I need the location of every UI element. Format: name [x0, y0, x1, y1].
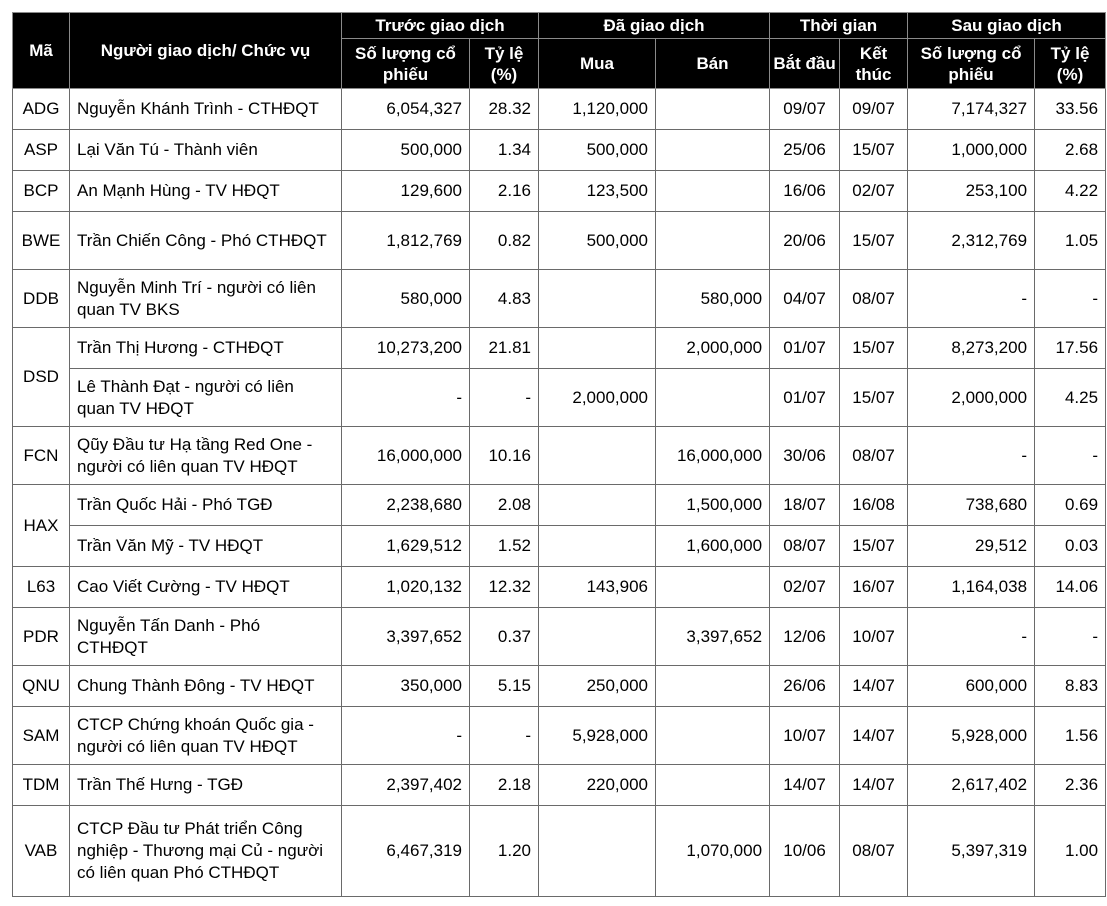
sell-cell — [656, 707, 770, 765]
person-cell: Qũy Đầu tư Hạ tầng Red One - người có liên quan TV HĐQT — [70, 427, 342, 485]
end-date-cell: 09/07 — [840, 89, 908, 130]
before-ratio-cell: 12.32 — [470, 567, 539, 608]
table-row — [13, 707, 1106, 765]
before-ratio-cell: 1.20 — [470, 806, 539, 897]
after-ratio-cell: 4.25 — [1035, 369, 1106, 427]
sell-cell — [656, 89, 770, 130]
table-row — [13, 212, 1106, 270]
ticker-cell: BWE — [13, 212, 70, 270]
end-date-cell: 16/07 — [840, 567, 908, 608]
start-date-cell: 01/07 — [770, 369, 840, 427]
sell-cell: 16,000,000 — [656, 427, 770, 485]
after-ratio-cell: 4.22 — [1035, 171, 1106, 212]
ticker-cell: FCN — [13, 427, 70, 485]
before-ratio-cell: 0.82 — [470, 212, 539, 270]
before-shares-cell: 129,600 — [342, 171, 470, 212]
buy-cell: 1,120,000 — [539, 89, 656, 130]
end-date-cell: 15/07 — [840, 130, 908, 171]
table-row — [13, 130, 1106, 171]
buy-cell — [539, 806, 656, 897]
before-shares-cell: - — [342, 369, 470, 427]
before-ratio-cell: 0.37 — [470, 608, 539, 666]
before-shares-cell: 3,397,652 — [342, 608, 470, 666]
before-shares-cell: 500,000 — [342, 130, 470, 171]
ticker-cell: L63 — [13, 567, 70, 608]
person-cell: An Mạnh Hùng - TV HĐQT — [70, 171, 342, 212]
table-row — [13, 806, 1106, 897]
header-before-shares: Số lượng cổ phiếu — [342, 39, 470, 89]
after-ratio-cell: 1.05 — [1035, 212, 1106, 270]
ticker-cell: ADG — [13, 89, 70, 130]
buy-cell — [539, 608, 656, 666]
end-date-cell: 14/07 — [840, 765, 908, 806]
before-shares-cell: 16,000,000 — [342, 427, 470, 485]
buy-cell: 123,500 — [539, 171, 656, 212]
before-shares-cell: 6,467,319 — [342, 806, 470, 897]
person-cell: Lê Thành Đạt - người có liên quan TV HĐQT — [70, 369, 342, 427]
person-cell: CTCP Chứng khoán Quốc gia - người có liên quan TV HĐQT — [70, 707, 342, 765]
table-row — [13, 608, 1106, 666]
start-date-cell: 18/07 — [770, 485, 840, 526]
buy-cell — [539, 270, 656, 328]
before-ratio-cell: - — [470, 369, 539, 427]
after-shares-cell: 2,312,769 — [908, 212, 1035, 270]
person-cell: Trần Chiến Công - Phó CTHĐQT — [70, 212, 342, 270]
header-traded: Đã giao dịch — [539, 13, 770, 39]
after-shares-cell: 1,164,038 — [908, 567, 1035, 608]
ticker-cell: HAX — [13, 485, 70, 567]
ticker-cell: TDM — [13, 765, 70, 806]
after-ratio-cell: 2.68 — [1035, 130, 1106, 171]
before-ratio-cell: 1.34 — [470, 130, 539, 171]
ticker-cell: BCP — [13, 171, 70, 212]
table-body — [13, 89, 1106, 897]
ticker-cell: DDB — [13, 270, 70, 328]
start-date-cell: 16/06 — [770, 171, 840, 212]
buy-cell: 143,906 — [539, 567, 656, 608]
buy-cell — [539, 427, 656, 485]
person-cell: Trần Thị Hương - CTHĐQT — [70, 328, 342, 369]
after-shares-cell: - — [908, 427, 1035, 485]
table-row — [13, 526, 1106, 567]
sell-cell: 1,070,000 — [656, 806, 770, 897]
after-shares-cell: 5,928,000 — [908, 707, 1035, 765]
ticker-cell: DSD — [13, 328, 70, 427]
after-shares-cell: 8,273,200 — [908, 328, 1035, 369]
start-date-cell: 08/07 — [770, 526, 840, 567]
after-shares-cell: 253,100 — [908, 171, 1035, 212]
before-ratio-cell: 21.81 — [470, 328, 539, 369]
header-buy: Mua — [539, 39, 656, 89]
end-date-cell: 08/07 — [840, 806, 908, 897]
after-shares-cell: 738,680 — [908, 485, 1035, 526]
buy-cell: 500,000 — [539, 130, 656, 171]
before-shares-cell: - — [342, 707, 470, 765]
before-shares-cell: 580,000 — [342, 270, 470, 328]
buy-cell: 250,000 — [539, 666, 656, 707]
person-cell: Lại Văn Tú - Thành viên — [70, 130, 342, 171]
header-end: Kết thúc — [840, 39, 908, 89]
start-date-cell: 10/07 — [770, 707, 840, 765]
before-ratio-cell: 2.16 — [470, 171, 539, 212]
table-row — [13, 328, 1106, 369]
header-person: Người giao dịch/ Chức vụ — [70, 13, 342, 89]
sell-cell — [656, 666, 770, 707]
before-shares-cell: 10,273,200 — [342, 328, 470, 369]
before-shares-cell: 2,397,402 — [342, 765, 470, 806]
before-ratio-cell: 10.16 — [470, 427, 539, 485]
table-row — [13, 369, 1106, 427]
ticker-cell: SAM — [13, 707, 70, 765]
before-shares-cell: 1,812,769 — [342, 212, 470, 270]
start-date-cell: 09/07 — [770, 89, 840, 130]
header-sell: Bán — [656, 39, 770, 89]
buy-cell — [539, 526, 656, 567]
after-shares-cell: 29,512 — [908, 526, 1035, 567]
after-shares-cell: - — [908, 608, 1035, 666]
table-row — [13, 765, 1106, 806]
start-date-cell: 04/07 — [770, 270, 840, 328]
table-row — [13, 89, 1106, 130]
after-shares-cell: 2,000,000 — [908, 369, 1035, 427]
buy-cell: 2,000,000 — [539, 369, 656, 427]
sell-cell: 1,600,000 — [656, 526, 770, 567]
after-ratio-cell: 8.83 — [1035, 666, 1106, 707]
header-after-shares: Số lượng cổ phiếu — [908, 39, 1035, 89]
end-date-cell: 15/07 — [840, 369, 908, 427]
end-date-cell: 02/07 — [840, 171, 908, 212]
start-date-cell: 30/06 — [770, 427, 840, 485]
ticker-cell: PDR — [13, 608, 70, 666]
buy-cell: 500,000 — [539, 212, 656, 270]
before-ratio-cell: 1.52 — [470, 526, 539, 567]
insider-transactions-table — [12, 12, 1106, 897]
header-after: Sau giao dịch — [908, 13, 1106, 39]
after-ratio-cell: - — [1035, 608, 1106, 666]
ticker-cell: QNU — [13, 666, 70, 707]
sell-cell: 1,500,000 — [656, 485, 770, 526]
sell-cell — [656, 130, 770, 171]
sell-cell — [656, 369, 770, 427]
after-shares-cell: 2,617,402 — [908, 765, 1035, 806]
before-ratio-cell: 28.32 — [470, 89, 539, 130]
person-cell: Chung Thành Đông - TV HĐQT — [70, 666, 342, 707]
after-ratio-cell: 1.00 — [1035, 806, 1106, 897]
header-code: Mã — [13, 13, 70, 89]
end-date-cell: 10/07 — [840, 608, 908, 666]
after-ratio-cell: - — [1035, 270, 1106, 328]
end-date-cell: 14/07 — [840, 666, 908, 707]
header-before: Trước giao dịch — [342, 13, 539, 39]
header-time: Thời gian — [770, 13, 908, 39]
after-ratio-cell: 1.56 — [1035, 707, 1106, 765]
person-cell: Nguyễn Khánh Trình - CTHĐQT — [70, 89, 342, 130]
before-ratio-cell: 2.18 — [470, 765, 539, 806]
end-date-cell: 16/08 — [840, 485, 908, 526]
before-shares-cell: 6,054,327 — [342, 89, 470, 130]
sell-cell — [656, 171, 770, 212]
before-shares-cell: 2,238,680 — [342, 485, 470, 526]
sell-cell — [656, 212, 770, 270]
after-ratio-cell: 2.36 — [1035, 765, 1106, 806]
before-ratio-cell: - — [470, 707, 539, 765]
table-row — [13, 427, 1106, 485]
person-cell: Trần Quốc Hải - Phó TGĐ — [70, 485, 342, 526]
after-ratio-cell: 17.56 — [1035, 328, 1106, 369]
end-date-cell: 15/07 — [840, 328, 908, 369]
before-ratio-cell: 4.83 — [470, 270, 539, 328]
before-ratio-cell: 2.08 — [470, 485, 539, 526]
ticker-cell: VAB — [13, 806, 70, 897]
after-shares-cell: 5,397,319 — [908, 806, 1035, 897]
before-shares-cell: 1,629,512 — [342, 526, 470, 567]
table-header — [13, 13, 1106, 89]
after-shares-cell: 7,174,327 — [908, 89, 1035, 130]
header-start: Bắt đầu — [770, 39, 840, 89]
start-date-cell: 12/06 — [770, 608, 840, 666]
sell-cell: 2,000,000 — [656, 328, 770, 369]
table-row — [13, 666, 1106, 707]
after-shares-cell: 1,000,000 — [908, 130, 1035, 171]
sell-cell — [656, 765, 770, 806]
end-date-cell: 15/07 — [840, 212, 908, 270]
buy-cell: 5,928,000 — [539, 707, 656, 765]
before-ratio-cell: 5.15 — [470, 666, 539, 707]
after-ratio-cell: 14.06 — [1035, 567, 1106, 608]
header-before-ratio: Tỷ lệ (%) — [470, 39, 539, 89]
after-shares-cell: 600,000 — [908, 666, 1035, 707]
end-date-cell: 15/07 — [840, 526, 908, 567]
start-date-cell: 10/06 — [770, 806, 840, 897]
after-ratio-cell: 0.03 — [1035, 526, 1106, 567]
sell-cell: 3,397,652 — [656, 608, 770, 666]
start-date-cell: 25/06 — [770, 130, 840, 171]
start-date-cell: 26/06 — [770, 666, 840, 707]
person-cell: Nguyễn Minh Trí - người có liên quan TV BKS — [70, 270, 342, 328]
sell-cell: 580,000 — [656, 270, 770, 328]
after-ratio-cell: 0.69 — [1035, 485, 1106, 526]
person-cell: Trần Thế Hưng - TGĐ — [70, 765, 342, 806]
table-row — [13, 171, 1106, 212]
person-cell: Nguyễn Tấn Danh - Phó CTHĐQT — [70, 608, 342, 666]
table-row — [13, 270, 1106, 328]
after-ratio-cell: - — [1035, 427, 1106, 485]
buy-cell: 220,000 — [539, 765, 656, 806]
end-date-cell: 14/07 — [840, 707, 908, 765]
end-date-cell: 08/07 — [840, 270, 908, 328]
person-cell: Cao Viết Cường - TV HĐQT — [70, 567, 342, 608]
start-date-cell: 01/07 — [770, 328, 840, 369]
after-ratio-cell: 33.56 — [1035, 89, 1106, 130]
buy-cell — [539, 328, 656, 369]
table-row — [13, 567, 1106, 608]
ticker-cell: ASP — [13, 130, 70, 171]
start-date-cell: 02/07 — [770, 567, 840, 608]
buy-cell — [539, 485, 656, 526]
person-cell: Trần Văn Mỹ - TV HĐQT — [70, 526, 342, 567]
sell-cell — [656, 567, 770, 608]
start-date-cell: 20/06 — [770, 212, 840, 270]
person-cell: CTCP Đầu tư Phát triển Công nghiệp - Thương mại Củ - người có liên quan Phó CTHĐQT — [70, 806, 342, 897]
before-shares-cell: 1,020,132 — [342, 567, 470, 608]
end-date-cell: 08/07 — [840, 427, 908, 485]
after-shares-cell: - — [908, 270, 1035, 328]
table-row — [13, 485, 1106, 526]
start-date-cell: 14/07 — [770, 765, 840, 806]
header-after-ratio: Tỷ lệ (%) — [1035, 39, 1106, 89]
before-shares-cell: 350,000 — [342, 666, 470, 707]
